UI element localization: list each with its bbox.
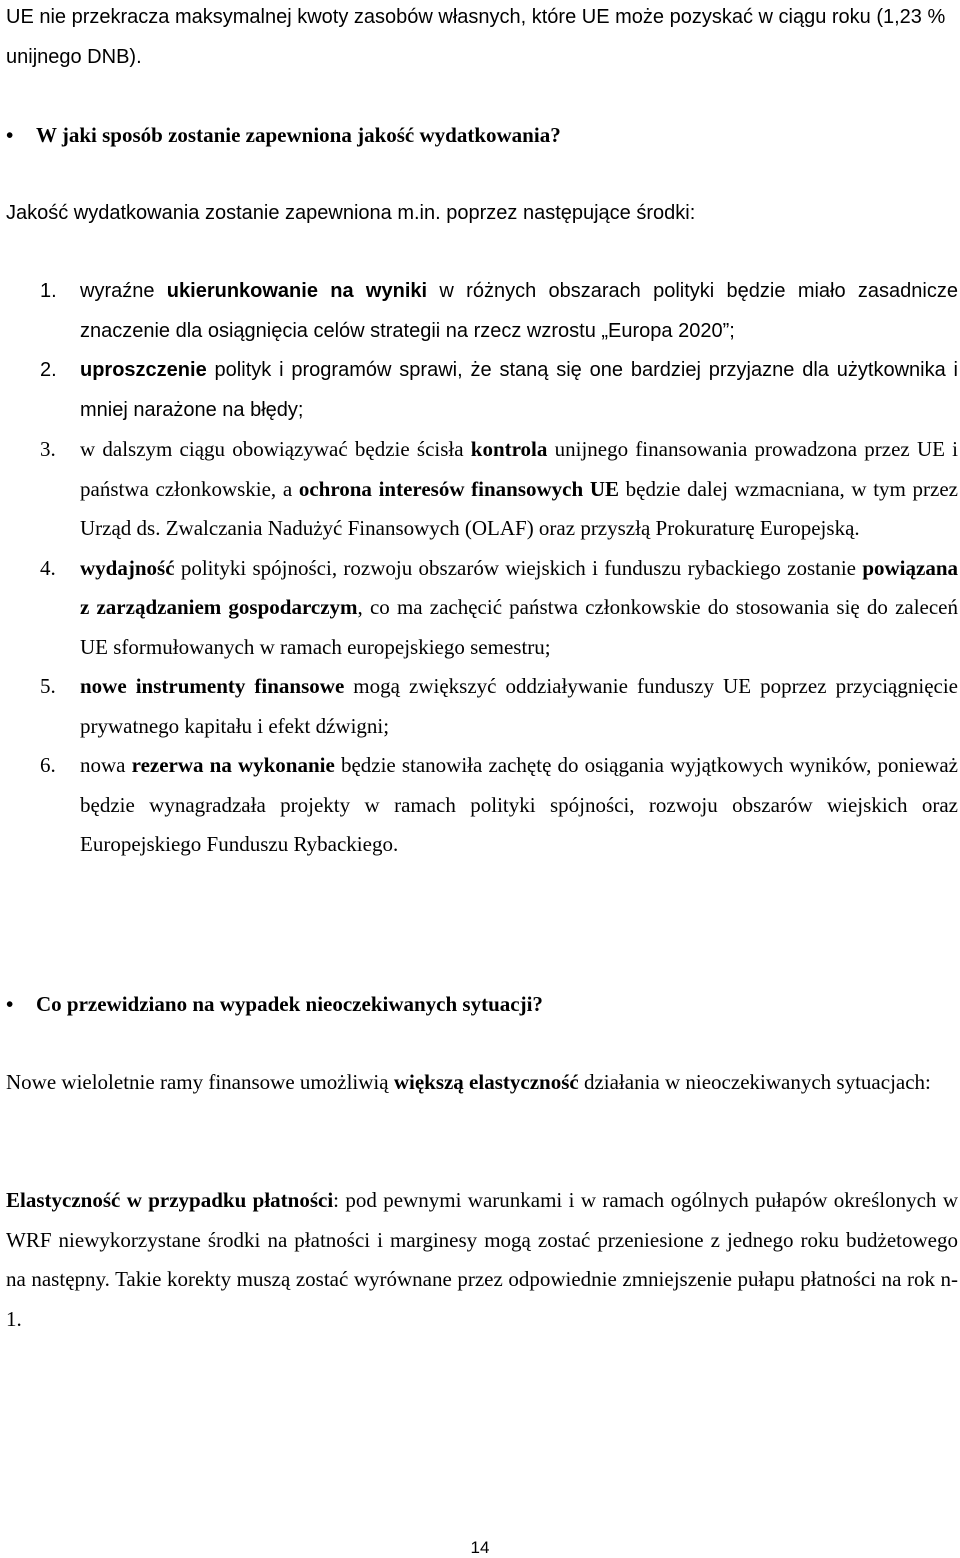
emphasis: powiązana z zarządzaniem gospodarczym [80,555,958,619]
list-item: 4. wydajność polityki spójności, rozwoju obszarów wiejskich i funduszu rybackiego zostanie powiązana z zarządzaniem gospodarczym, co ma zachęcić państwa członkowskie do stosowania się do zaleceń UE sformułowanych w ramach europejskiego semestru; [0,549,960,668]
intro-paragraph: UE nie przekracza maksymalnej kwoty zasobów własnych, które UE może pozyskać w ciągu roku (1,23 % unijnego DNB). [6,6,946,68]
list-item: 6. nowa rezerwa na wykonanie będzie stanowiła zachętę do osiągania wyjątkowych wyników, ponieważ będzie wynagradzała projekty w ramach polityki spójności, rozwoju obszarów wiejskich oraz Europejskiego Funduszu Rybackiego. [0,746,960,865]
bullet-icon: • [6,123,14,147]
emphasis: uproszczenie [80,359,207,381]
emphasis: kontrola [470,437,548,461]
list-item: 1. wyraźne ukierunkowanie na wyniki w różnych obszarach polityki będzie miało zasadnicze znaczenie dla osiągnięcia celów strategii na rzecz wzrostu „Europa 2020”; [0,272,960,351]
list-item: 5. nowe instrumenty finansowe mogą zwiększyć oddziaływanie funduszy UE poprzez przyciągnięcie prywatnego kapitału i efekt dźwigni; [0,667,960,746]
list-number: 4. [40,555,56,580]
list-number: 6. [40,753,56,777]
list-item: 3. w dalszym ciągu obowiązywać będzie ścisła kontrola unijnego finansowania prowadzona przez UE i państwa członkowskie, a ochrona interesów finansowych UE będzie dalej wzmacniana, w tym przez Urząd ds. Zwalczania Nadużyć Finansowych (OLAF) oraz przyszłą Prokuraturę Europejską. [0,430,960,549]
measures-list [0,272,960,865]
emphasis: rezerwa na wykonanie [131,753,335,777]
lead-paragraph: Jakość wydatkowania zostanie zapewniona m.in. poprzez następujące środki: [6,202,696,224]
list-item: 2. uproszczenie polityk i programów sprawi, że staną się one bardziej przyjazne dla użytkownika i mniej narażone na błędy; [0,351,960,430]
emphasis: ochrona interesów finansowych UE [298,476,620,501]
emphasis: Elastyczność w przypadku płatności [6,1188,334,1212]
question-title: Co przewidziano na wypadek nieoczekiwanych sytuacji? [36,992,543,1016]
payment-flexibility-paragraph: Elastyczność w przypadku płatności: pod pewnymi warunkami i w ramach ogólnych pułapów określonych w WRF niewykorzystane środki na płatności i marginesy mogą zostać przeniesione z jednego roku budżetowego na następny. Takie korekty muszą zostać wyrównane przez odpowiednie zmniejszenie pułapu płatności na rok n-1. [6,1188,958,1331]
flexibility-intro-paragraph: Nowe wieloletnie ramy finansowe umożliwią większą elastyczność działania w nieoczekiwanych sytuacjach: [6,1070,931,1094]
question-heading-unexpected [6,985,946,1025]
list-number: 5. [40,674,56,698]
page-number: 14 [470,1538,490,1557]
emphasis: ukierunkowanie na wyniki [166,280,428,302]
bullet-icon: • [6,992,14,1016]
list-number: 3. [40,437,56,461]
emphasis: nowe instrumenty finansowe [80,674,345,698]
question-heading-quality [6,116,946,156]
emphasis: większą elastyczność [393,1070,579,1094]
list-number: 1. [40,280,57,302]
question-title: W jaki sposób zostanie zapewniona jakość wydatkowania? [36,123,561,147]
emphasis: wydajność [80,555,175,580]
list-number: 2. [40,359,57,381]
